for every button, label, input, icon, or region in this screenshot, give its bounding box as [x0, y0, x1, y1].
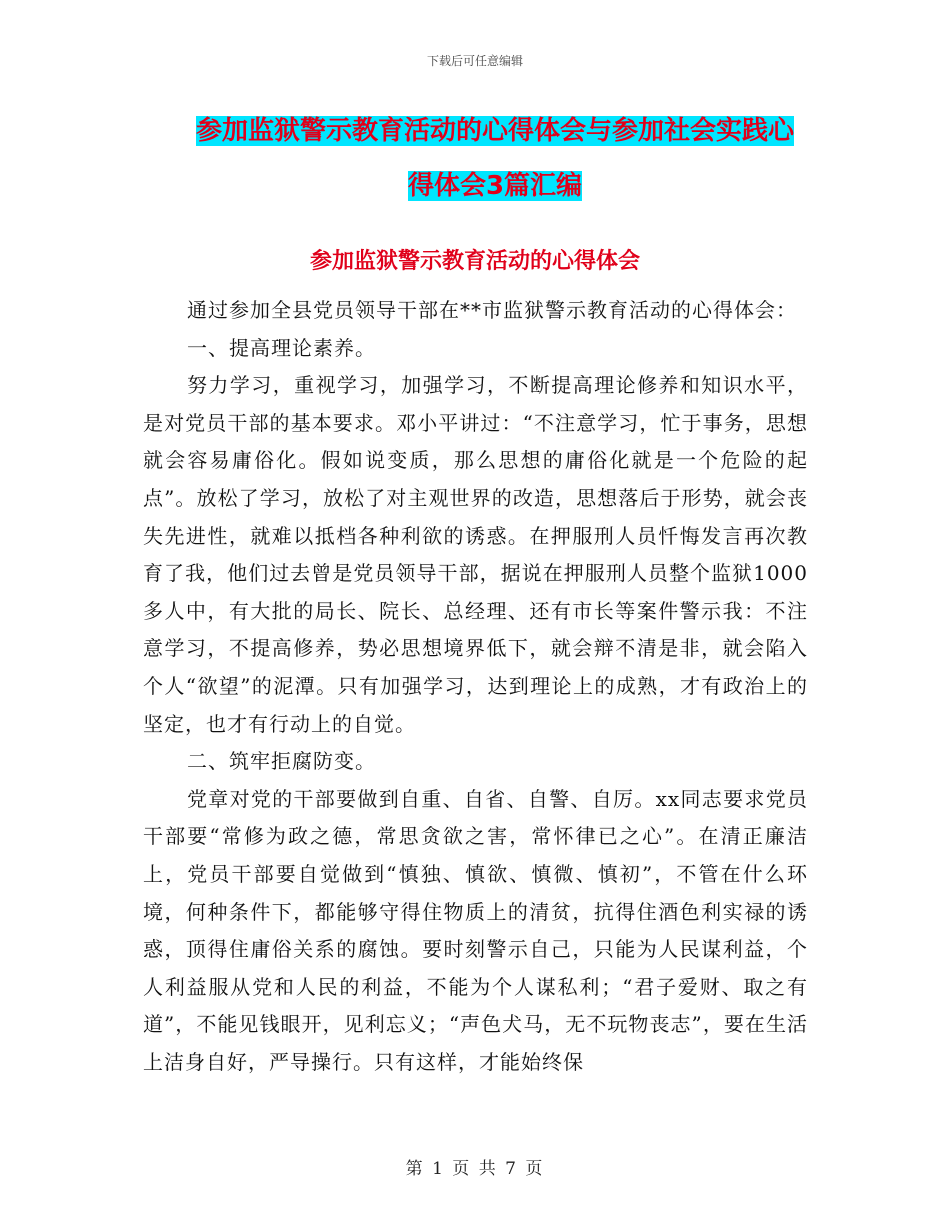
document-title-line-1: 参加监狱警示教育活动的心得体会与参加社会实践心: [195, 116, 794, 146]
paragraph-integrity: 党章对党的干部要做到自重、自省、自警、自厉。xx同志要求党员干部要“常修为政之德，常思贪欲之害，常怀律已之心”。在清正廉洁上，党员干部要自觉做到“慎独、慎欲、慎微、慎初”，不管在什么环境，何种条件下，都能够守得住物质上的清贫，抗得住酒色利实禄的诱惑，顶得住庸俗关系的腐蚀。要时刻警示自己，只能为人民谋利益，个人利益服从党和人民的利益，不能为个人谋私利；“君子爱财、取之有道”，不能见钱眼开，见利忘义；“声色犬马，无不玩物丧志”，要在生活上洁身自好，严导操行。只有这样，才能始终保: [143, 786, 808, 1074]
paragraph-heading-2: 二、筑牢拒腐防变。: [187, 749, 376, 774]
document-title: [150, 104, 840, 214]
paragraph-study: 努力学习，重视学习，加强学习，不断提高理论修养和知识水平，是对党员干部的基本要求。邓小平讲过：“不注意学习，忙于事务，思想就会容易庸俗化。假如说变质，那么思想的庸俗化就是一个危险的起点”。放松了学习，放松了对主观世界的改造，思想落后于形势，就会丧失先进性，就难以抵档各种利欲的诱惑。在押服刑人员忏悔发言再次教育了我，他们过去曾是党员领导干部，据说在押服刑人员整个监狱1000多人中，有大批的局长、院长、总经理、还有市长等案件警示我：不注意学习，不提高修养，势必思想境界低下，就会辩不清是非，就会陷入个人“欲望”的泥潭。只有加强学习，达到理论上的成熟，才有政治上的坚定，也才有行动上的自觉。: [143, 373, 808, 736]
section-heading: 参加监狱警示教育活动的心得体会: [309, 249, 640, 274]
document-body: [143, 292, 808, 1081]
page-header-note: 下载后可任意编辑: [426, 54, 523, 68]
paragraph-heading-1: 一、提高理论素养。: [187, 335, 376, 360]
document-title-line-2: 得体会3篇汇编: [407, 171, 583, 201]
page-number: 第 1 页 共 7 页: [405, 1159, 545, 1179]
paragraph-intro: 通过参加全县党员领导干部在**市监狱警示教育活动的心得体会：: [187, 298, 797, 322]
